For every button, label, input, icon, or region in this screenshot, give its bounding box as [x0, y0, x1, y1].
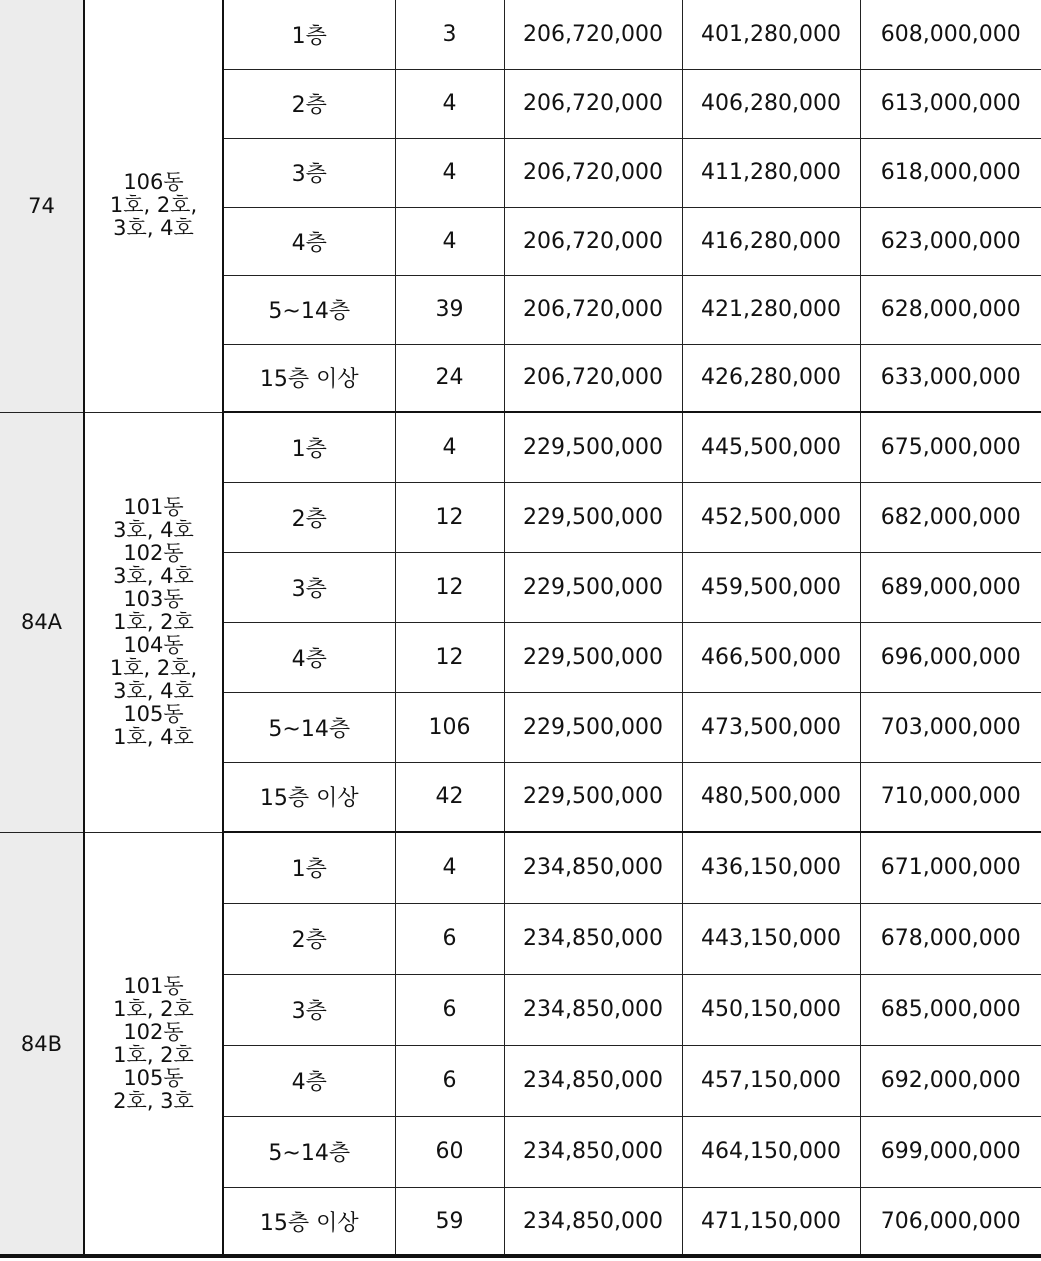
- building-price-cell: 421,280,000: [682, 275, 860, 344]
- building-unit-line: 1호, 2호: [113, 1043, 194, 1067]
- unit-count-cell: 4: [395, 832, 504, 903]
- building-unit-line: 102동: [123, 1020, 184, 1044]
- building-unit-line: 1호, 4호: [113, 724, 194, 749]
- land-price-cell: 206,720,000: [504, 275, 682, 344]
- land-price-cell: 234,850,000: [504, 903, 682, 974]
- land-price-cell: 234,850,000: [504, 974, 682, 1045]
- floor-cell: 2층: [223, 903, 395, 974]
- total-price-cell: 696,000,000: [860, 622, 1041, 692]
- building-unit-line: 1호, 2호: [113, 997, 194, 1021]
- unit-count-cell: 4: [395, 207, 504, 275]
- table-row: [0, 832, 1041, 903]
- unit-count-cell: 6: [395, 974, 504, 1045]
- total-price-cell: 685,000,000: [860, 974, 1041, 1045]
- table-bottom-rule: [0, 1254, 1041, 1258]
- building-price-cell: 406,280,000: [682, 69, 860, 138]
- unit-count-cell: 59: [395, 1187, 504, 1256]
- floor-cell: 4층: [223, 1045, 395, 1116]
- building-price-cell: 445,500,000: [682, 412, 860, 482]
- land-price-cell: 234,850,000: [504, 832, 682, 903]
- building-unit-line: 3호, 4호: [113, 216, 194, 241]
- land-price-cell: 229,500,000: [504, 692, 682, 762]
- total-price-cell: 682,000,000: [860, 482, 1041, 552]
- building-unit-line: 1호, 2호,: [109, 655, 198, 680]
- building-price-cell: 450,150,000: [682, 974, 860, 1045]
- building-unit-line: 3호, 4호: [113, 517, 194, 542]
- floor-cell: 3층: [223, 974, 395, 1045]
- total-price-cell: 623,000,000: [860, 207, 1041, 275]
- unit-count-cell: 12: [395, 552, 504, 622]
- land-price-cell: 234,850,000: [504, 1045, 682, 1116]
- land-price-cell: 229,500,000: [504, 482, 682, 552]
- unit-count-cell: 106: [395, 692, 504, 762]
- floor-cell: 3층: [223, 138, 395, 207]
- land-price-cell: 234,850,000: [504, 1116, 682, 1187]
- floor-cell: 15층 이상: [223, 344, 395, 412]
- building-unit-line: 101동: [123, 494, 184, 519]
- building-unit-line: 1호, 2호: [113, 609, 194, 634]
- floor-cell: 1층: [223, 412, 395, 482]
- building-unit-line: 106동: [123, 170, 184, 195]
- unit-count-cell: 12: [395, 482, 504, 552]
- total-price-cell: 608,000,000: [860, 0, 1041, 69]
- building-price-cell: 457,150,000: [682, 1045, 860, 1116]
- building-unit-line: 3호, 4호: [113, 678, 194, 703]
- total-price-cell: 692,000,000: [860, 1045, 1041, 1116]
- housing-type-cell: 84A: [0, 412, 84, 832]
- building-unit-line: 102동: [123, 540, 184, 565]
- floor-cell: 2층: [223, 482, 395, 552]
- floor-cell: 5~14층: [223, 692, 395, 762]
- building-price-cell: 426,280,000: [682, 344, 860, 412]
- housing-type-cell: 74: [0, 0, 84, 412]
- total-price-cell: 675,000,000: [860, 412, 1041, 482]
- building-unit-line: 3호, 4호: [113, 563, 194, 588]
- land-price-cell: 206,720,000: [504, 0, 682, 69]
- building-unit-line: 101동: [123, 974, 184, 998]
- building-price-cell: 436,150,000: [682, 832, 860, 903]
- total-price-cell: 689,000,000: [860, 552, 1041, 622]
- unit-count-cell: 4: [395, 412, 504, 482]
- floor-cell: 1층: [223, 832, 395, 903]
- building-units-cell: [84, 0, 223, 412]
- total-price-cell: 710,000,000: [860, 762, 1041, 832]
- unit-count-cell: 6: [395, 1045, 504, 1116]
- total-price-cell: 613,000,000: [860, 69, 1041, 138]
- total-price-cell: 628,000,000: [860, 275, 1041, 344]
- building-price-cell: 480,500,000: [682, 762, 860, 832]
- unit-count-cell: 4: [395, 69, 504, 138]
- total-price-cell: 703,000,000: [860, 692, 1041, 762]
- building-price-cell: 466,500,000: [682, 622, 860, 692]
- unit-count-cell: 6: [395, 903, 504, 974]
- land-price-cell: 229,500,000: [504, 412, 682, 482]
- building-unit-line: 105동: [123, 701, 184, 726]
- floor-cell: 4층: [223, 622, 395, 692]
- building-price-cell: 443,150,000: [682, 903, 860, 974]
- building-price-cell: 464,150,000: [682, 1116, 860, 1187]
- unit-count-cell: 24: [395, 344, 504, 412]
- building-unit-line: 103동: [123, 586, 184, 611]
- building-price-cell: 401,280,000: [682, 0, 860, 69]
- unit-count-cell: 3: [395, 0, 504, 69]
- floor-cell: 4층: [223, 207, 395, 275]
- land-price-cell: 206,720,000: [504, 138, 682, 207]
- land-price-cell: 206,720,000: [504, 69, 682, 138]
- unit-count-cell: 12: [395, 622, 504, 692]
- floor-cell: 2층: [223, 69, 395, 138]
- building-units-cell: [84, 832, 223, 1256]
- land-price-cell: 206,720,000: [504, 207, 682, 275]
- building-price-cell: 459,500,000: [682, 552, 860, 622]
- land-price-cell: 229,500,000: [504, 622, 682, 692]
- floor-cell: 5~14층: [223, 275, 395, 344]
- table-row: [0, 412, 1041, 482]
- table-row: [0, 0, 1041, 69]
- floor-cell: 5~14층: [223, 1116, 395, 1187]
- land-price-cell: 229,500,000: [504, 552, 682, 622]
- floor-cell: 15층 이상: [223, 762, 395, 832]
- land-price-cell: 229,500,000: [504, 762, 682, 832]
- building-price-cell: 471,150,000: [682, 1187, 860, 1256]
- building-unit-line: 1호, 2호,: [109, 193, 198, 218]
- building-units-cell: [84, 412, 223, 832]
- land-price-cell: 206,720,000: [504, 344, 682, 412]
- building-unit-line: 105동: [123, 1066, 184, 1090]
- floor-cell: 3층: [223, 552, 395, 622]
- building-price-cell: 411,280,000: [682, 138, 860, 207]
- building-unit-line: 2호, 3호: [113, 1089, 194, 1113]
- total-price-cell: 633,000,000: [860, 344, 1041, 412]
- total-price-cell: 706,000,000: [860, 1187, 1041, 1256]
- floor-cell: 1층: [223, 0, 395, 69]
- floor-cell: 15층 이상: [223, 1187, 395, 1256]
- building-price-cell: 416,280,000: [682, 207, 860, 275]
- unit-count-cell: 39: [395, 275, 504, 344]
- total-price-cell: 671,000,000: [860, 832, 1041, 903]
- total-price-cell: 678,000,000: [860, 903, 1041, 974]
- housing-type-cell: 84B: [0, 832, 84, 1256]
- unit-count-cell: 60: [395, 1116, 504, 1187]
- unit-count-cell: 4: [395, 138, 504, 207]
- unit-count-cell: 42: [395, 762, 504, 832]
- building-price-cell: 452,500,000: [682, 482, 860, 552]
- building-unit-line: 104동: [123, 632, 184, 657]
- total-price-cell: 699,000,000: [860, 1116, 1041, 1187]
- land-price-cell: 234,850,000: [504, 1187, 682, 1256]
- total-price-cell: 618,000,000: [860, 138, 1041, 207]
- building-price-cell: 473,500,000: [682, 692, 860, 762]
